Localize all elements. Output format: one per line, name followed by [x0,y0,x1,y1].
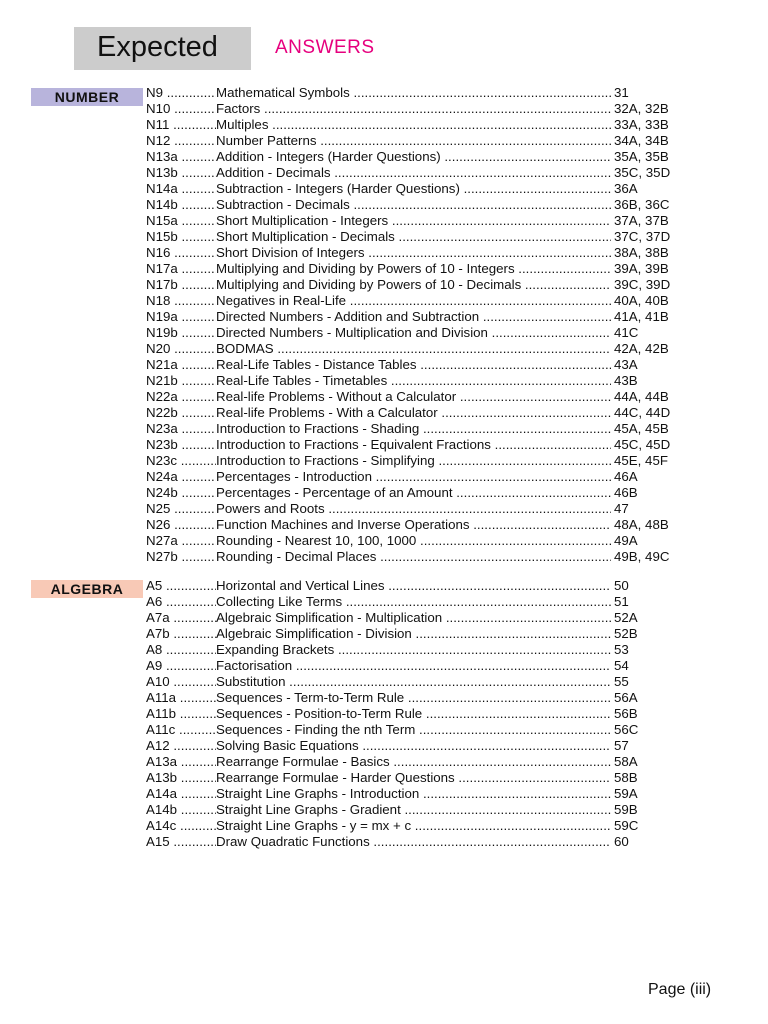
topic-title: Collecting Like Terms ..... [216,594,611,610]
page-reference: 48A, 48B [614,517,669,532]
topic-title: Rearrange Formulae - Basics ..... [216,754,611,770]
contents-row [146,421,678,437]
topic-code: A8 ..... [146,642,216,658]
topic-code: A11a ..... [146,690,216,706]
page-reference: 42A, 42B [614,341,669,356]
page-reference: 58B [614,770,638,785]
topic-title: Multiples ..... [216,117,611,133]
page-reference: 49B, 49C [614,549,670,564]
topic-code: N9 ..... [146,85,216,101]
contents-row [146,533,678,549]
page-reference: 51 [614,594,629,609]
page-reference: 57 [614,738,629,753]
topic-code: N15b ..... [146,229,216,245]
topic-title: BODMAS ..... [216,341,611,357]
contents-row [146,690,678,706]
topic-code: N19a ..... [146,309,216,325]
topic-title: Straight Line Graphs - Introduction ..... [216,786,611,802]
topic-code: N22a ..... [146,389,216,405]
page-reference: 59A [614,786,638,801]
contents-row [146,674,678,690]
page-reference: 34A, 34B [614,133,669,148]
topic-code: A10 ..... [146,674,216,690]
topic-title: Real-life Problems - Without a Calculator ..... [216,389,611,405]
topic-code: A11c ..... [146,722,216,738]
contents-row [146,578,678,594]
topic-title: Short Multiplication - Integers ..... [216,213,611,229]
topic-title: Real-Life Tables - Timetables ..... [216,373,611,389]
contents-row [146,642,678,658]
topic-title: Function Machines and Inverse Operations ..... [216,517,611,533]
topic-code: A9 ..... [146,658,216,674]
topic-title: Directed Numbers - Multiplication and Division ..... [216,325,611,341]
topic-code: N27b ..... [146,549,216,565]
page-reference: 33A, 33B [614,117,669,132]
topic-code: A7a ..... [146,610,216,626]
topic-code: N21b ..... [146,373,216,389]
topic-title: Short Multiplication - Decimals ..... [216,229,611,245]
topic-title: Introduction to Fractions - Simplifying ..... [216,453,611,469]
page-reference: 46A [614,469,638,484]
topic-code: N27a ..... [146,533,216,549]
page-reference: 43B [614,373,638,388]
page-reference: 49A [614,533,638,548]
contents-row [146,594,678,610]
topic-code: N24b ..... [146,485,216,501]
contents-row [146,517,678,533]
contents-row [146,802,678,818]
contents-row [146,357,678,373]
contents-row [146,818,678,834]
topic-title: Draw Quadratic Functions ..... [216,834,611,850]
page-reference: 31 [614,85,629,100]
topic-title: Factorisation ..... [216,658,611,674]
page-reference: 60 [614,834,629,849]
topic-title: Factors ..... [216,101,611,117]
page-reference: 58A [614,754,638,769]
topic-code: A13a ..... [146,754,216,770]
page-reference: 35C, 35D [614,165,671,180]
topic-title: Directed Numbers - Addition and Subtraction ..... [216,309,611,325]
contents-row [146,149,678,165]
topic-title: Expanding Brackets ..... [216,642,611,658]
contents-row [146,133,678,149]
page-reference: 37A, 37B [614,213,669,228]
contents-row [146,610,678,626]
topic-title: Percentages - Percentage of an Amount ..... [216,485,611,501]
topic-title: Sequences - Finding the nth Term ..... [216,722,611,738]
page-reference: 41A, 41B [614,309,669,324]
section-label-algebra: ALGEBRA [31,580,143,598]
topic-title: Substitution ..... [216,674,611,690]
topic-title: Multiplying and Dividing by Powers of 10 - Decimals ..... [216,277,611,293]
page-reference: 53 [614,642,629,657]
topic-code: N25 ..... [146,501,216,517]
topic-code: N15a ..... [146,213,216,229]
topic-code: N17b ..... [146,277,216,293]
topic-code: N12 ..... [146,133,216,149]
topic-code: N16 ..... [146,245,216,261]
contents-row [146,469,678,485]
section-label-number: NUMBER [31,88,143,106]
topic-title: Addition - Decimals ..... [216,165,611,181]
page-reference: 44A, 44B [614,389,669,404]
contents-row [146,658,678,674]
topic-title: Solving Basic Equations ..... [216,738,611,754]
topic-code: A15 ..... [146,834,216,850]
topic-code: N18 ..... [146,293,216,309]
topic-code: A12 ..... [146,738,216,754]
contents-row [146,738,678,754]
topic-code: A13b ..... [146,770,216,786]
contents-row [146,786,678,802]
topic-title: Real-life Problems - With a Calculator ..... [216,405,611,421]
contents-row [146,437,678,453]
page-reference: 36A [614,181,638,196]
contents-row [146,501,678,517]
topic-title: Percentages - Introduction ..... [216,469,611,485]
answers-heading: ANSWERS [275,37,375,58]
contents-row [146,197,678,213]
contents-row [146,405,678,421]
topic-title: Number Patterns ..... [216,133,611,149]
contents-row [146,706,678,722]
page-reference: 55 [614,674,629,689]
topic-title: Addition - Integers (Harder Questions) ..... [216,149,611,165]
page-reference: 54 [614,658,629,673]
topic-title: Sequences - Term-to-Term Rule ..... [216,690,611,706]
page-reference: 56A [614,690,638,705]
topic-code: A14a ..... [146,786,216,802]
topic-title: Straight Line Graphs - Gradient ..... [216,802,611,818]
topic-code: A5 ..... [146,578,216,594]
page-reference: 39A, 39B [614,261,669,276]
topic-code: A7b ..... [146,626,216,642]
topic-code: N11 ..... [146,117,216,133]
topic-title: Subtraction - Integers (Harder Questions) ..... [216,181,611,197]
contents-row [146,277,678,293]
contents-row [146,309,678,325]
contents-row [146,626,678,642]
contents-row [146,117,678,133]
page-reference: 32A, 32B [614,101,669,116]
topic-title: Real-Life Tables - Distance Tables ..... [216,357,611,373]
title-text: Expected [97,31,218,63]
topic-title: Algebraic Simplification - Multiplication ..... [216,610,611,626]
topic-title: Short Division of Integers ..... [216,245,611,261]
topic-title: Horizontal and Vertical Lines ..... [216,578,611,594]
topic-code: N10 ..... [146,101,216,117]
contents-row [146,325,678,341]
topic-code: N19b ..... [146,325,216,341]
contents-row [146,722,678,738]
contents-row [146,770,678,786]
topic-title: Rounding - Nearest 10, 100, 1000 ..... [216,533,611,549]
topic-title: Multiplying and Dividing by Powers of 10 - Integers ..... [216,261,611,277]
topic-title: Introduction to Fractions - Shading ..... [216,421,611,437]
contents-row [146,85,678,101]
page-reference: 45C, 45D [614,437,671,452]
topic-code: N14a ..... [146,181,216,197]
page-reference: 56B [614,706,638,721]
contents-row [146,229,678,245]
topic-code: N13a ..... [146,149,216,165]
contents-row [146,485,678,501]
topic-title: Sequences - Position-to-Term Rule ..... [216,706,611,722]
contents-row [146,261,678,277]
contents-row [146,101,678,117]
topic-code: A11b ..... [146,706,216,722]
page-reference: 36B, 36C [614,197,670,212]
page-reference: 45E, 45F [614,453,668,468]
page-reference: 40A, 40B [614,293,669,308]
contents-row [146,245,678,261]
contents-row [146,834,678,850]
page-reference: 50 [614,578,629,593]
contents-row [146,213,678,229]
topic-title: Rounding - Decimal Places ..... [216,549,611,565]
topic-code: N23a ..... [146,421,216,437]
topic-code: N13b ..... [146,165,216,181]
number-contents-list [146,85,678,565]
topic-code: N14b ..... [146,197,216,213]
topic-code: N20 ..... [146,341,216,357]
topic-code: A6 ..... [146,594,216,610]
topic-code: N26 ..... [146,517,216,533]
topic-code: N23c ..... [146,453,216,469]
page-reference: 41C [614,325,639,340]
topic-code: A14b ..... [146,802,216,818]
page-reference: 43A [614,357,638,372]
page-reference: 37C, 37D [614,229,671,244]
topic-title: Negatives in Real-Life ..... [216,293,611,309]
page-reference: 59B [614,802,638,817]
topic-code: N17a ..... [146,261,216,277]
page-reference: 44C, 44D [614,405,671,420]
contents-row [146,293,678,309]
page-reference: 56C [614,722,639,737]
topic-title: Algebraic Simplification - Division ..... [216,626,611,642]
topic-title: Powers and Roots ..... [216,501,611,517]
topic-code: N22b ..... [146,405,216,421]
topic-title: Subtraction - Decimals ..... [216,197,611,213]
contents-row [146,181,678,197]
topic-code: N21a ..... [146,357,216,373]
topic-code: N24a ..... [146,469,216,485]
page-number: Page (iii) [648,981,712,998]
page-reference: 46B [614,485,638,500]
topic-code: N23b ..... [146,437,216,453]
topic-code: A14c ..... [146,818,216,834]
algebra-contents-list [146,578,678,850]
page-reference: 38A, 38B [614,245,669,260]
page-reference: 45A, 45B [614,421,669,436]
contents-row [146,341,678,357]
page-title [74,27,251,70]
topic-title: Mathematical Symbols ..... [216,85,611,101]
page-reference: 59C [614,818,639,833]
contents-row [146,373,678,389]
contents-row [146,453,678,469]
contents-row [146,165,678,181]
page-reference: 35A, 35B [614,149,669,164]
page-reference: 47 [614,501,629,516]
topic-title: Introduction to Fractions - Equivalent Fractions ..... [216,437,611,453]
contents-row [146,389,678,405]
page-reference: 39C, 39D [614,277,671,292]
page-reference: 52A [614,610,638,625]
topic-title: Straight Line Graphs - y = mx + c ..... [216,818,611,834]
contents-row [146,549,678,565]
contents-row [146,754,678,770]
page-reference: 52B [614,626,638,641]
topic-title: Rearrange Formulae - Harder Questions ..... [216,770,611,786]
